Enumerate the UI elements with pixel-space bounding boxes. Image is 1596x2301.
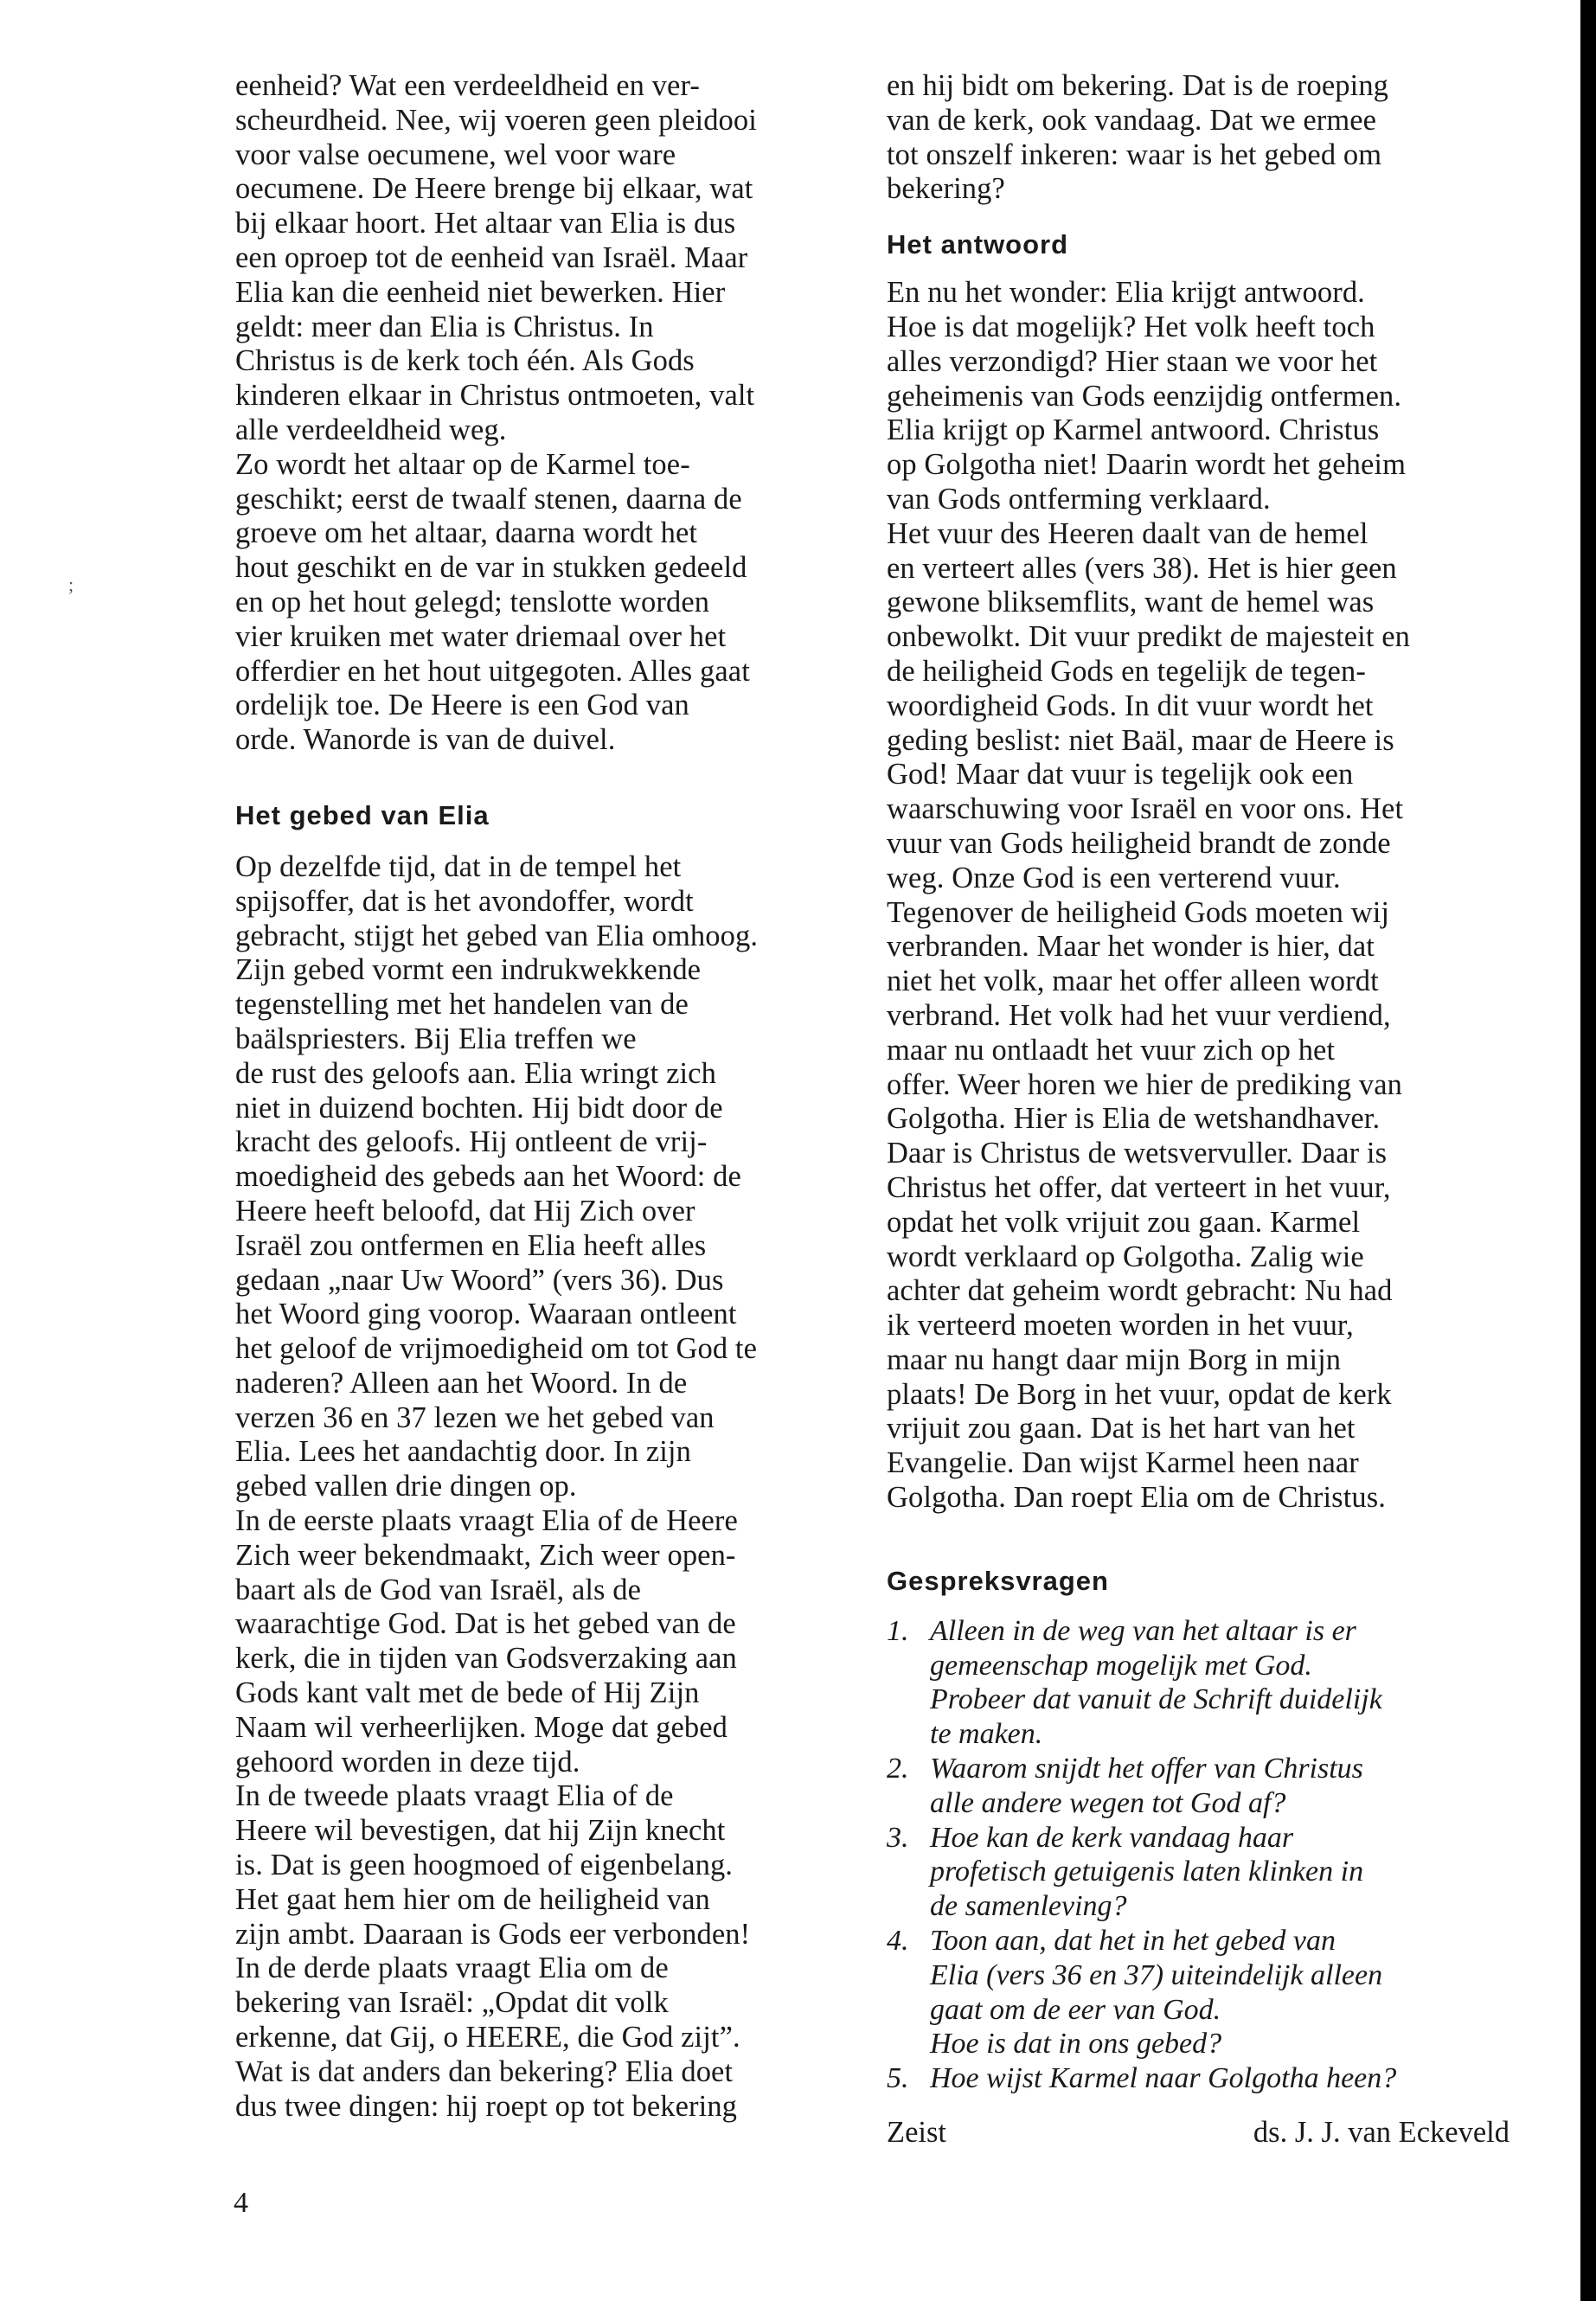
text-line: geschikt; eerst de twaalf stenen, daarna de <box>235 482 742 516</box>
text-line: bekering? <box>887 172 1005 206</box>
text-line: Het gaat hem hier om de heiligheid van <box>235 1882 710 1916</box>
question-line: alle andere wegen tot God af? <box>930 1786 1286 1819</box>
text-line: Elia kan die eenheid niet bewerken. Hier <box>235 275 726 309</box>
text-line: is. Dat is geen hoogmoed of eigenbelang. <box>235 1849 734 1882</box>
text-line: Heere wil bevestigen, dat hij Zijn knecht <box>235 1814 726 1848</box>
text-line: Gods kant valt met de bede of Hij Zijn <box>235 1676 700 1710</box>
text-line: het Woord ging voorop. Waaraan ontleent <box>235 1298 737 1331</box>
text-line: een oproep tot de eenheid van Israël. Maar <box>235 240 748 274</box>
text-line: Tegenover de heiligheid Gods moeten wij <box>887 895 1390 929</box>
question-line: Hoe kan de kerk vandaag haar <box>930 1821 1294 1854</box>
text-line: Christus het offer, dat verteert in het vuur, <box>887 1170 1391 1204</box>
text-line: plaats! De Borg in het vuur, opdat de kerk <box>887 1377 1392 1411</box>
text-line: vrijuit zou gaan. Dat is het hart van het <box>887 1412 1356 1445</box>
text-line: wordt verklaard op Golgotha. Zalig wie <box>887 1240 1364 1273</box>
text-line: geheimenis van Gods eenzijdig ontfermen. <box>887 379 1402 413</box>
text-line: moedigheid des gebeds aan het Woord: de <box>235 1160 741 1194</box>
text-line: vuur van Gods heiligheid brandt de zonde <box>887 826 1391 860</box>
text-line: de rust des geloofs aan. Elia wringt zich <box>235 1056 716 1090</box>
section-heading-gebed: Het gebed van Elia <box>235 799 490 830</box>
text-line: gedaan „naar Uw Woord” (vers 36). Dus <box>235 1263 724 1297</box>
left-column <box>235 69 849 2124</box>
question-line: te maken. <box>930 1718 1043 1751</box>
text-line: niet het volk, maar het offer alleen wordt <box>887 965 1379 998</box>
question-item <box>887 1614 1509 1752</box>
text-line: scheurdheid. Nee, wij voeren geen pleidooi <box>235 103 757 137</box>
text-line: waarschuwing voor Israël en voor ons. Het <box>887 792 1404 826</box>
text-line: dus twee dingen: hij roept op tot bekering <box>235 2089 738 2123</box>
text-line: baälspriesters. Bij Elia treffen we <box>235 1022 637 1055</box>
text-line: Israël zou ontfermen en Elia heeft alles <box>235 1228 707 1262</box>
text-line: Christus is de kerk toch één. Als Gods <box>235 344 695 378</box>
text-line: tegenstelling met het handelen van de <box>235 988 689 1022</box>
text-line: en hij bidt om bekering. Dat is de roeping <box>887 69 1389 102</box>
text-line: Naam wil verheerlijken. Moge dat gebed <box>235 1710 728 1744</box>
signature-place: Zeist <box>887 2116 946 2150</box>
text-line: En nu het wonder: Elia krijgt antwoord. <box>887 276 1365 310</box>
text-line: Daar is Christus de wetsvervuller. Daar is <box>887 1137 1388 1170</box>
question-line: Elia (vers 36 en 37) uiteindelijk alleen <box>930 1958 1383 1991</box>
text-line: en verteert alles (vers 38). Het is hier geen <box>887 551 1397 585</box>
text-line: geldt: meer dan Elia is Christus. In <box>235 310 654 343</box>
text-line: God! Maar dat vuur is tegelijk ook een <box>887 758 1354 792</box>
section-heading-gespreksvragen: Gespreksvragen <box>887 1565 1109 1596</box>
text-line: verzen 36 en 37 lezen we het gebed van <box>235 1400 715 1434</box>
text-line: verbrand. Het volk had het vuur verdiend, <box>887 998 1391 1032</box>
page-number: 4 <box>234 2187 248 2219</box>
question-item <box>887 1821 1509 1924</box>
text-line: Op dezelfde tijd, dat in de tempel het <box>235 849 682 883</box>
text-line: kerk, die in tijden van Godsverzaking aan <box>235 1642 737 1676</box>
question-line: Waarom snijdt het offer van Christus <box>930 1753 1363 1785</box>
text-line: Evangelie. Dan wijst Karmel heen naar <box>887 1446 1359 1480</box>
text-line: spijsoffer, dat is het avondoffer, wordt <box>235 884 694 918</box>
text-line: Elia krijgt op Karmel antwoord. Christus <box>887 413 1380 447</box>
text-line: van de kerk, ook vandaag. Dat we ermee <box>887 103 1377 137</box>
text-line: waarachtige God. Dat is het gebed van de <box>235 1607 736 1641</box>
text-line: groeve om het altaar, daarna wordt het <box>235 516 698 550</box>
question-item <box>887 2061 1509 2096</box>
question-line: Hoe wijst Karmel naar Golgotha heen? <box>930 2062 1397 2095</box>
text-line: In de eerste plaats vraagt Elia of de Heere <box>235 1504 738 1538</box>
text-line: Het vuur des Heeren daalt van de hemel <box>887 516 1368 550</box>
text-line: onbewolkt. Dit vuur predikt de majesteit en <box>887 620 1411 654</box>
text-line: Elia. Lees het aandachtig door. In zijn <box>235 1435 691 1469</box>
text-line: ik verteerd moeten worden in het vuur, <box>887 1309 1354 1343</box>
text-line: eenheid? Wat een verdeeldheid en ver- <box>235 69 700 102</box>
right-column <box>887 69 1509 2150</box>
signature <box>887 2115 1509 2150</box>
text-line: tot onszelf inkeren: waar is het gebed om <box>887 138 1382 171</box>
question-number: 2. <box>887 1753 909 1785</box>
text-line: geding beslist: niet Baäl, maar de Heere is <box>887 723 1394 757</box>
right-paragraph-1 <box>887 69 1509 207</box>
text-line: offerdier en het hout uitgegoten. Alles gaat <box>235 654 750 688</box>
text-line: baart als de God van Israël, als de <box>235 1573 642 1606</box>
text-line: maar nu ontlaadt het vuur zich op het <box>887 1033 1336 1067</box>
text-line: Zo wordt het altaar op de Karmel toe- <box>235 447 690 481</box>
text-line: gebed vallen drie dingen op. <box>235 1470 577 1503</box>
text-line: zijn ambt. Daaraan is Gods eer verbonden! <box>235 1917 751 1951</box>
text-line: bekering van Israël: „Opdat dit volk <box>235 1986 669 2020</box>
question-list <box>887 1614 1509 2096</box>
text-line: vier kruiken met water driemaal over het <box>235 619 727 653</box>
text-line: orde. Wanorde is van de duivel. <box>235 723 616 757</box>
question-line: de samenleving? <box>930 1890 1127 1923</box>
text-line: Wat is dat anders dan bekering? Elia doet <box>235 2054 734 2088</box>
question-line: profetisch getuigenis laten klinken in <box>930 1856 1364 1888</box>
question-item <box>887 1924 1509 2061</box>
text-line: op Golgotha niet! Daarin wordt het geheim <box>887 448 1407 482</box>
text-line: naderen? Alleen aan het Woord. In de <box>235 1366 688 1400</box>
text-line: Golgotha. Dan roept Elia om de Christus. <box>887 1481 1386 1515</box>
question-item <box>887 1752 1509 1821</box>
text-line: Heere heeft beloofd, dat Hij Zich over <box>235 1194 695 1227</box>
text-line: niet in duizend bochten. Hij bidt door de <box>235 1091 723 1125</box>
left-paragraph-1 <box>235 69 849 758</box>
text-line: hout geschikt en de var in stukken gedeeld <box>235 551 747 585</box>
left-paragraph-2 <box>235 850 849 2124</box>
section-heading-antwoord: Het antwoord <box>887 229 1069 260</box>
page-edge-bar <box>1580 0 1596 2301</box>
text-line: Hoe is dat mogelijk? Het volk heeft toch <box>887 310 1375 343</box>
question-line: Alleen in de weg van het altaar is er <box>930 1614 1356 1647</box>
edge-mark: ; <box>68 574 74 595</box>
text-line: voor valse oecumene, wel voor ware <box>235 138 676 171</box>
question-number: 5. <box>887 2062 909 2095</box>
text-line: In de tweede plaats vraagt Elia of de <box>235 1779 674 1813</box>
text-line: Zich weer bekendmaakt, Zich weer open- <box>235 1538 736 1572</box>
text-line: maar nu hangt daar mijn Borg in mijn <box>887 1343 1342 1376</box>
text-line: alles verzondigd? Hier staan we voor het <box>887 344 1378 378</box>
text-line: Zijn gebed vormt een indrukwekkende <box>235 953 702 987</box>
text-line: erkenne, dat Gij, o HEERE, die God zijt”. <box>235 2021 740 2054</box>
question-line: Toon aan, dat het in het gebed van <box>930 1925 1336 1958</box>
question-line: Probeer dat vanuit de Schrift duidelijk <box>930 1683 1382 1716</box>
text-line: alle verdeeldheid weg. <box>235 413 507 446</box>
text-line: opdat het volk vrijuit zou gaan. Karmel <box>887 1205 1361 1239</box>
question-number: 3. <box>887 1821 909 1854</box>
text-line: kracht des geloofs. Hij ontleent de vrij- <box>235 1125 708 1159</box>
text-line: oecumene. De Heere brenge bij elkaar, wat <box>235 172 753 206</box>
text-line: weg. Onze God is een verterend vuur. <box>887 861 1341 894</box>
question-number: 4. <box>887 1925 909 1958</box>
text-line: In de derde plaats vraagt Elia om de <box>235 1952 669 1985</box>
text-line: de heiligheid Gods en tegelijk de tegen- <box>887 654 1366 688</box>
question-line: gaat om de eer van God. <box>930 1993 1221 2026</box>
text-line: het geloof de vrijmoedigheid om tot God te <box>235 1332 758 1366</box>
question-line: Hoe is dat in ons gebed? <box>930 2028 1222 2061</box>
text-line: offer. Weer horen we hier de prediking van <box>887 1067 1403 1101</box>
text-line: van Gods ontferming verklaard. <box>887 482 1271 516</box>
question-number: 1. <box>887 1614 909 1647</box>
signature-author: ds. J. J. van Eckeveld <box>1253 2116 1509 2150</box>
text-line: gewone bliksemflits, want de hemel was <box>887 586 1375 619</box>
text-line: ordelijk toe. De Heere is een God van <box>235 689 689 722</box>
text-line: Golgotha. Hier is Elia de wetshandhaver. <box>887 1102 1381 1136</box>
text-line: verbranden. Maar het wonder is hier, dat <box>887 930 1375 964</box>
text-line: kinderen elkaar in Christus ontmoeten, valt <box>235 379 755 413</box>
question-line: gemeenschap mogelijk met God. <box>930 1649 1312 1682</box>
text-line: gehoord worden in deze tijd. <box>235 1745 580 1779</box>
text-line: woordigheid Gods. In dit vuur wordt het <box>887 689 1374 722</box>
text-line: gebracht, stijgt het gebed van Elia omhoog. <box>235 919 759 952</box>
text-line: en op het hout gelegd; tenslotte worden <box>235 585 710 619</box>
text-line: bij elkaar hoort. Het altaar van Elia is dus <box>235 207 736 240</box>
text-line: achter dat geheim wordt gebracht: Nu had <box>887 1274 1393 1308</box>
right-paragraph-2 <box>887 276 1509 1516</box>
